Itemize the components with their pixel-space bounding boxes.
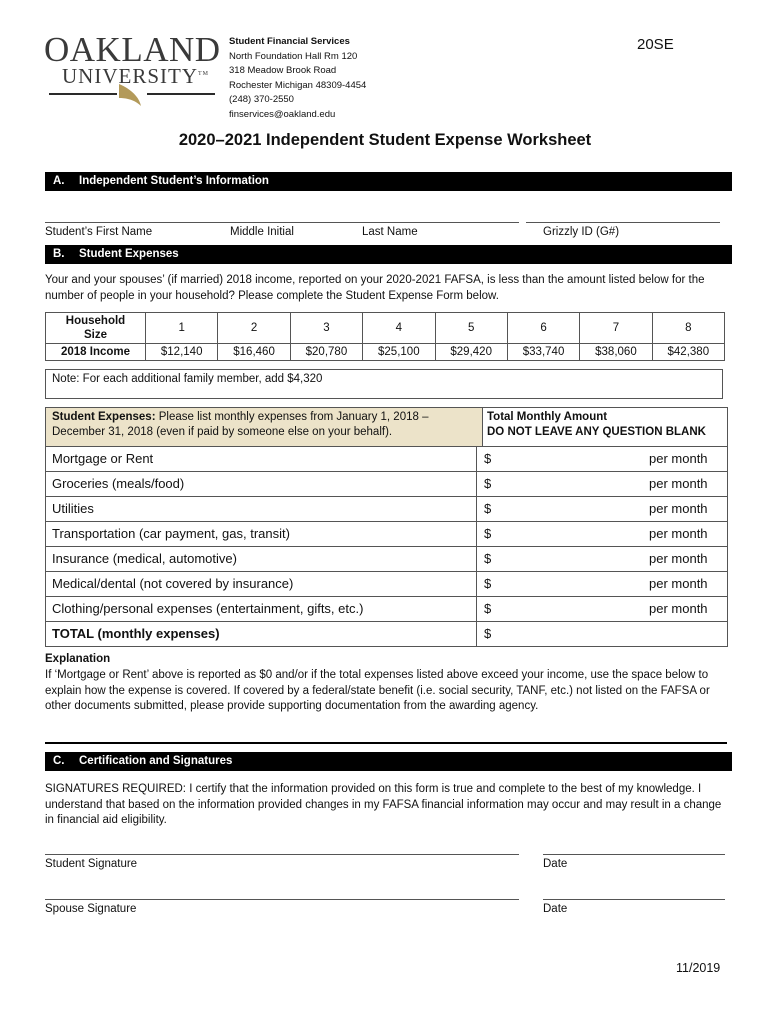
name-field-line[interactable] bbox=[45, 221, 519, 223]
expense-label: Transportation (car payment, gas, transit) bbox=[52, 526, 290, 541]
last-name-label: Last Name bbox=[362, 226, 418, 238]
per-month-label: per month bbox=[649, 551, 708, 566]
amount-input[interactable]: $ bbox=[484, 476, 492, 491]
office-name: Student Financial Services bbox=[229, 36, 350, 47]
student-date-label: Date bbox=[543, 858, 568, 870]
size-cell: 6 bbox=[507, 313, 579, 344]
logo-sail-icon bbox=[47, 82, 217, 110]
expense-row-clothing bbox=[45, 597, 728, 622]
certification-text: SIGNATURES REQUIRED: I certify that the information provided on this form is true and complete to the best of my knowledge. I understand that based on the information provided changes in my FAFSA financial information may occur and may result in a change in financial aid eligibility. bbox=[45, 783, 722, 826]
student-signature-line[interactable] bbox=[45, 853, 519, 855]
income-table bbox=[45, 312, 725, 361]
size-cell: 8 bbox=[652, 313, 724, 344]
section-b-intro: Your and your spouses’ (if married) 2018 income, reported on your 2020-2021 FAFSA, is less than the amount listed below for the number of people in your household? Please complete the Student Expense Form below. bbox=[45, 274, 705, 302]
section-a-heading: Independent Student’s Information bbox=[79, 175, 269, 187]
spouse-signature-line[interactable] bbox=[45, 898, 519, 900]
section-a-header bbox=[45, 172, 732, 191]
income-cell: $29,420 bbox=[435, 344, 507, 361]
section-b-heading: Student Expenses bbox=[79, 248, 179, 260]
expense-row-utilities bbox=[45, 497, 728, 522]
total-monthly-title: Total Monthly Amount bbox=[487, 411, 608, 423]
expense-label: Mortgage or Rent bbox=[52, 451, 154, 466]
size-cell: 3 bbox=[290, 313, 362, 344]
expense-row-mortgage bbox=[45, 447, 728, 472]
income-header: 2018 Income bbox=[46, 344, 146, 361]
grizzly-id-field-line[interactable] bbox=[526, 221, 720, 223]
total-label: TOTAL (monthly expenses) bbox=[52, 626, 220, 641]
student-signature-label: Student Signature bbox=[45, 858, 138, 870]
expense-label: Clothing/personal expenses (entertainment, gifts, etc.) bbox=[52, 601, 364, 616]
phone-number: (248) 370-2550 bbox=[229, 94, 294, 105]
size-cell: 5 bbox=[435, 313, 507, 344]
expense-header-text: Please list monthly expenses from January 1, 2018 – December 31, 2018 (even if paid by someone else on your behalf). bbox=[52, 411, 429, 438]
expense-header-bold: Student Expenses: bbox=[52, 411, 156, 423]
explanation-text: If ‘Mortgage or Rent’ above is reported as $0 and/or if the total expenses listed above exceed your income, use the space below to explain how the expense is covered. If covered by a federal/state benefit (i.e. social security, TANF, etc.) not listed on the FAFSA or other documents submitted, please provide supporting documentation from the awarding agency. bbox=[45, 669, 710, 712]
contact-block bbox=[229, 35, 366, 122]
expense-header-instructions bbox=[52, 410, 477, 440]
expense-row-insurance bbox=[45, 547, 728, 572]
income-cell: $38,060 bbox=[580, 344, 652, 361]
amount-input[interactable]: $ bbox=[484, 576, 492, 591]
address-line-3: Rochester Michigan 48309-4454 bbox=[229, 79, 367, 91]
household-size-header: Household Size bbox=[46, 313, 146, 344]
income-cell: $12,140 bbox=[146, 344, 218, 361]
total-monthly-header bbox=[482, 408, 727, 446]
size-cell: 4 bbox=[363, 313, 435, 344]
address-line-1: North Foundation Hall Rm 120 bbox=[229, 50, 358, 62]
per-month-label: per month bbox=[649, 526, 708, 541]
form-id: 20SE bbox=[637, 36, 674, 53]
section-c-header bbox=[45, 752, 732, 771]
section-a-letter: A. bbox=[53, 175, 65, 187]
amount-input[interactable]: $ bbox=[484, 501, 492, 516]
income-cell: $20,780 bbox=[290, 344, 362, 361]
size-cell: 2 bbox=[218, 313, 290, 344]
do-not-leave-blank: DO NOT LEAVE ANY QUESTION BLANK bbox=[487, 426, 706, 438]
income-cell: $42,380 bbox=[652, 344, 724, 361]
per-month-label: per month bbox=[649, 601, 708, 616]
income-cell: $25,100 bbox=[363, 344, 435, 361]
logo-tm: TM bbox=[198, 71, 209, 77]
explanation-title: Explanation bbox=[45, 653, 111, 665]
spouse-date-label: Date bbox=[543, 903, 568, 915]
logo-university-text: UNIVERSITY bbox=[62, 64, 198, 88]
amount-input[interactable]: $ bbox=[484, 526, 492, 541]
spouse-date-line[interactable] bbox=[543, 898, 725, 900]
expense-row-total bbox=[45, 622, 728, 647]
section-b-header bbox=[45, 245, 732, 264]
expense-row-groceries bbox=[45, 472, 728, 497]
student-date-line[interactable] bbox=[543, 853, 725, 855]
per-month-label: per month bbox=[649, 451, 708, 466]
middle-initial-label: Middle Initial bbox=[230, 226, 294, 238]
expense-row-medical bbox=[45, 572, 728, 597]
address-line-2: 318 Meadow Brook Road bbox=[229, 65, 337, 76]
amount-input[interactable]: $ bbox=[484, 451, 492, 466]
grizzly-id-label: Grizzly ID (G#) bbox=[543, 226, 620, 238]
section-c-heading: Certification and Signatures bbox=[79, 755, 233, 767]
income-cell: $16,460 bbox=[218, 344, 290, 361]
income-cell: $33,740 bbox=[507, 344, 579, 361]
spouse-signature-label: Spouse Signature bbox=[45, 903, 137, 915]
expense-row-transportation bbox=[45, 522, 728, 547]
logo-wordmark-oakland: OAKLAND bbox=[44, 30, 221, 69]
household-size-row bbox=[46, 313, 725, 344]
additional-member-note: Note: For each additional family member, add $4,320 bbox=[45, 369, 723, 399]
expense-label: Medical/dental (not covered by insurance) bbox=[52, 576, 294, 591]
per-month-label: per month bbox=[649, 501, 708, 516]
section-c-letter: C. bbox=[53, 755, 65, 767]
per-month-label: per month bbox=[649, 476, 708, 491]
income-row bbox=[46, 344, 725, 361]
section-b-letter: B. bbox=[53, 248, 65, 260]
amount-input[interactable]: $ bbox=[484, 601, 492, 616]
email-address: finservices@oakland.edu bbox=[229, 108, 336, 120]
size-cell: 7 bbox=[580, 313, 652, 344]
size-cell: 1 bbox=[146, 313, 218, 344]
first-name-label: Student’s First Name bbox=[45, 226, 153, 238]
expense-label: Insurance (medical, automotive) bbox=[52, 551, 237, 566]
revision-date: 11/2019 bbox=[676, 961, 721, 975]
amount-input[interactable]: $ bbox=[484, 551, 492, 566]
expense-label: Utilities bbox=[52, 501, 94, 516]
explanation-divider bbox=[45, 742, 727, 744]
expense-label: Groceries (meals/food) bbox=[52, 476, 185, 491]
expense-table-header bbox=[45, 407, 728, 447]
per-month-label: per month bbox=[649, 576, 708, 591]
total-amount-input[interactable]: $ bbox=[484, 626, 492, 641]
page-title: 2020–2021 Independent Student Expense Worksheet bbox=[178, 131, 592, 149]
